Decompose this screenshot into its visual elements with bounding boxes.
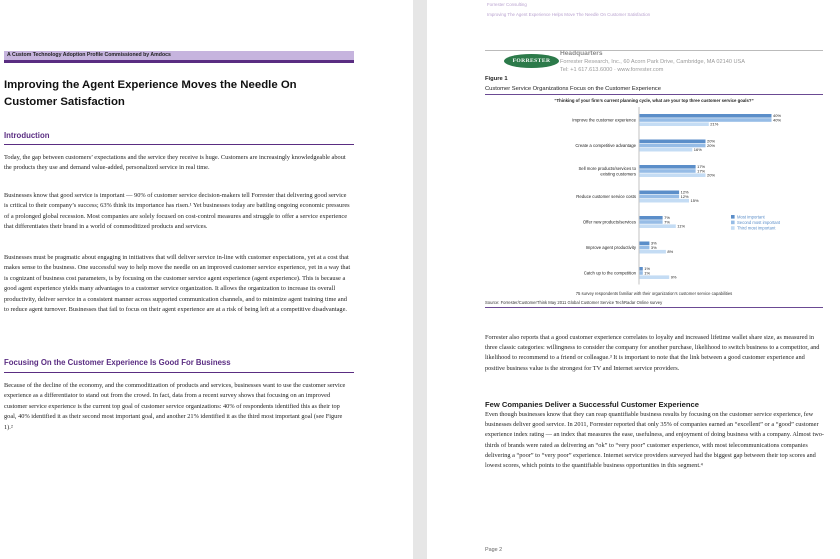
category-label: Improve the customer experience	[572, 117, 636, 123]
header-rule	[485, 50, 823, 51]
bar	[640, 114, 772, 118]
figure-label: Figure 1	[485, 76, 508, 82]
category-label: existing customers	[600, 171, 636, 177]
bar	[640, 199, 690, 203]
legend-swatch	[731, 221, 735, 225]
bar	[640, 271, 643, 275]
figure-source: Source: Forrester/CustomerThink May 2011 Global Customer Service TechRadar Online survey	[485, 300, 663, 305]
category-label: Create a competitive advantage	[575, 143, 636, 149]
bar-value-label: 1%	[644, 270, 651, 276]
bar	[640, 173, 706, 177]
bar-value-label: 17%	[697, 164, 706, 170]
bar-value-label: 1%	[644, 266, 651, 272]
bar-value-label: 16%	[693, 147, 702, 153]
focus-paragraph: Because of the decline of the economy, and the commoditization of products and services, businesses want to use the customer service experience as a differentiator to stand out from the crowd. In fact, data from a recent survey shows that focusing on an improved customer service experience is the current top goal of customer service organizations: 40% of respondents identified this as their top goal, 40% identified it as their second most important goal, and another 21% identified it as the third most important goal (see Figure 1).²	[4, 382, 346, 431]
bar-value-label: 17%	[697, 168, 706, 174]
paragraph-after-figure: Forrester also reports that a good customer experience correlates to loyalty and increased lifetime wallet share size, as measured in three classic categories: willingness to consider the company for another purchase, likelihood to switch business to a competitor, and likelihood to recommend to a friend or colleague.³ It is important to note that the link between a good customer experience and positive business value is the strongest for TV and Internet service providers.	[485, 334, 820, 372]
intro-heading: Introduction	[4, 131, 50, 140]
document-page-2	[427, 0, 840, 559]
bar-value-label: 40%	[773, 113, 782, 119]
running-head-company: Forrester Consulting	[487, 2, 527, 7]
figure-title: Customer Service Organizations Focus on the Customer Experience	[485, 86, 661, 92]
category-label: Sell more products/services to	[578, 165, 636, 171]
hq-contact: Tel: +1 617.613.6000 · www.forrester.com	[560, 67, 664, 73]
banner-underline	[4, 60, 354, 63]
legend-entry: Second most important	[737, 219, 781, 225]
bar	[640, 140, 706, 144]
bar-value-label: 12%	[680, 193, 689, 199]
bar-value-label: 3%	[650, 240, 657, 246]
intro-paragraph-3: Businesses must be pragmatic about engaging in initiatives that will deliver service in-line with customer expectations, yet at a cost that makes sense to the business. One successful way to help move the needle on an improved customer service experience, yet in a way that is cognizant of business cost parameters, is by focusing on the customer service agent experience (agent experience). This is because a good agent experience yields many advantages to a customer service organization. It allows the organization to increase its overall productivity, deliver service in a consistent manner across supported communication channels, and to minimize agent training time and to reduce agent turnover. Businesses that fail to focus on their agent experience are at a risk of being left at a competitive disadvantage.	[4, 254, 351, 314]
bar	[640, 216, 663, 220]
bar-value-label: 21%	[710, 121, 719, 127]
page-number: Page 2	[485, 547, 503, 553]
bar-value-label: 3%	[650, 244, 657, 250]
profile-banner: A Custom Technology Adoption Profile Commissioned by Amdocs	[4, 51, 354, 60]
bar	[640, 118, 772, 122]
legend-entry: Third most important	[737, 225, 776, 231]
bar-value-label: 11%	[677, 223, 686, 229]
legend-swatch	[731, 226, 735, 230]
page-gutter	[413, 0, 427, 559]
chart-question: “Thinking of your firm’s current planning cycle, what are your top three customer service goals?”	[554, 98, 754, 103]
bar-value-label: 7%	[664, 215, 670, 221]
bar-value-label: 20%	[707, 142, 716, 148]
few-companies-paragraph: Even though businesses know that they can reap quantifiable business results by focusing on the customer service experience, few businesses deliver good service. In 2011, Forrester reported that only 35% of companies earned an “excellent” or a “good” customer experience index rating — an index that measures the ease, usefulness, and enjoyment of doing business with a company. Almost two-thirds of brands were rated as delivering an “ok” to “very poor” customer experience, with most telecommunications companies delivering a “poor” to “very poor” experience. Internet service providers surveyed had the biggest gap between their top scores and lowest scores, which points to the quantifiable business opportunities in this segment.⁴	[485, 411, 825, 470]
legend-entry: Most important	[737, 214, 765, 220]
legend-swatch	[731, 215, 735, 219]
few-companies-heading: Few Companies Deliver a Successful Customer Experience	[485, 400, 699, 409]
bar	[640, 224, 676, 228]
category-label: Reduce customer service costs	[576, 194, 636, 200]
bar-value-label: 8%	[667, 249, 674, 255]
bar-value-label: 9%	[670, 274, 677, 280]
forrester-logo: FORRESTER	[504, 54, 559, 68]
intro-heading-rule	[4, 144, 354, 145]
document-page-1	[0, 0, 413, 559]
running-head-title: Improving The Agent Experience Helps Move The Needle On Customer Satisfaction	[487, 12, 651, 17]
bar-value-label: 20%	[707, 138, 716, 144]
bar	[640, 191, 680, 195]
bar-value-label: 15%	[690, 198, 699, 204]
figure-bottom-rule	[485, 307, 823, 308]
document-title: Improving the Agent Experience Moves the Needle On Customer Satisfaction	[4, 79, 297, 108]
bar-value-label: 12%	[680, 189, 689, 195]
goals-bar-chart	[485, 105, 823, 289]
hq-title: Headquarters	[560, 50, 603, 57]
bar	[640, 195, 680, 199]
category-label: Catch up to the competition	[583, 270, 636, 276]
bar	[640, 148, 693, 152]
category-label: Improve agent productivity	[585, 245, 636, 251]
bar	[640, 169, 696, 173]
bar	[640, 242, 650, 246]
bar-value-label: 7%	[664, 219, 670, 225]
bar	[640, 165, 696, 169]
hq-address: Forrester Research, Inc., 60 Acorn Park Drive, Cambridge, MA 02140 USA	[560, 59, 745, 65]
focus-heading-rule	[4, 372, 354, 373]
bar-value-label: 20%	[707, 172, 716, 178]
bar	[640, 122, 709, 126]
category-label: Offer new products/services	[582, 219, 636, 225]
bar-value-label: 40%	[773, 117, 782, 123]
intro-paragraph-2: Businesses know that good service is important — 90% of customer service decision-makers tell Forrester that delivering good service is critical to their company’s success; 63% think its importance has risen.¹ Yet businesses today are battling ongoing economic pressures of a prolonged global recession. Most companies are solely focused on cost-control measures and struggle to offer a service experience that differentiates their brand in a world of commoditized products and services.	[4, 192, 350, 231]
intro-paragraph-1: Today, the gap between customers’ expectations and the service they receive is huge. Customers are increasingly knowledgeable about the products they use and demand value-added, personalized service in real time.	[4, 154, 346, 172]
bar	[640, 250, 666, 254]
bar	[640, 267, 643, 271]
bar	[640, 275, 670, 279]
focus-heading: Focusing On the Customer Experience Is Good For Business	[4, 358, 231, 367]
bar	[640, 220, 663, 224]
bar	[640, 246, 650, 250]
figure-footnote: 75 survey respondents familiar with their organization’s customer service capabilities	[575, 291, 733, 296]
figure-top-rule	[485, 94, 823, 95]
